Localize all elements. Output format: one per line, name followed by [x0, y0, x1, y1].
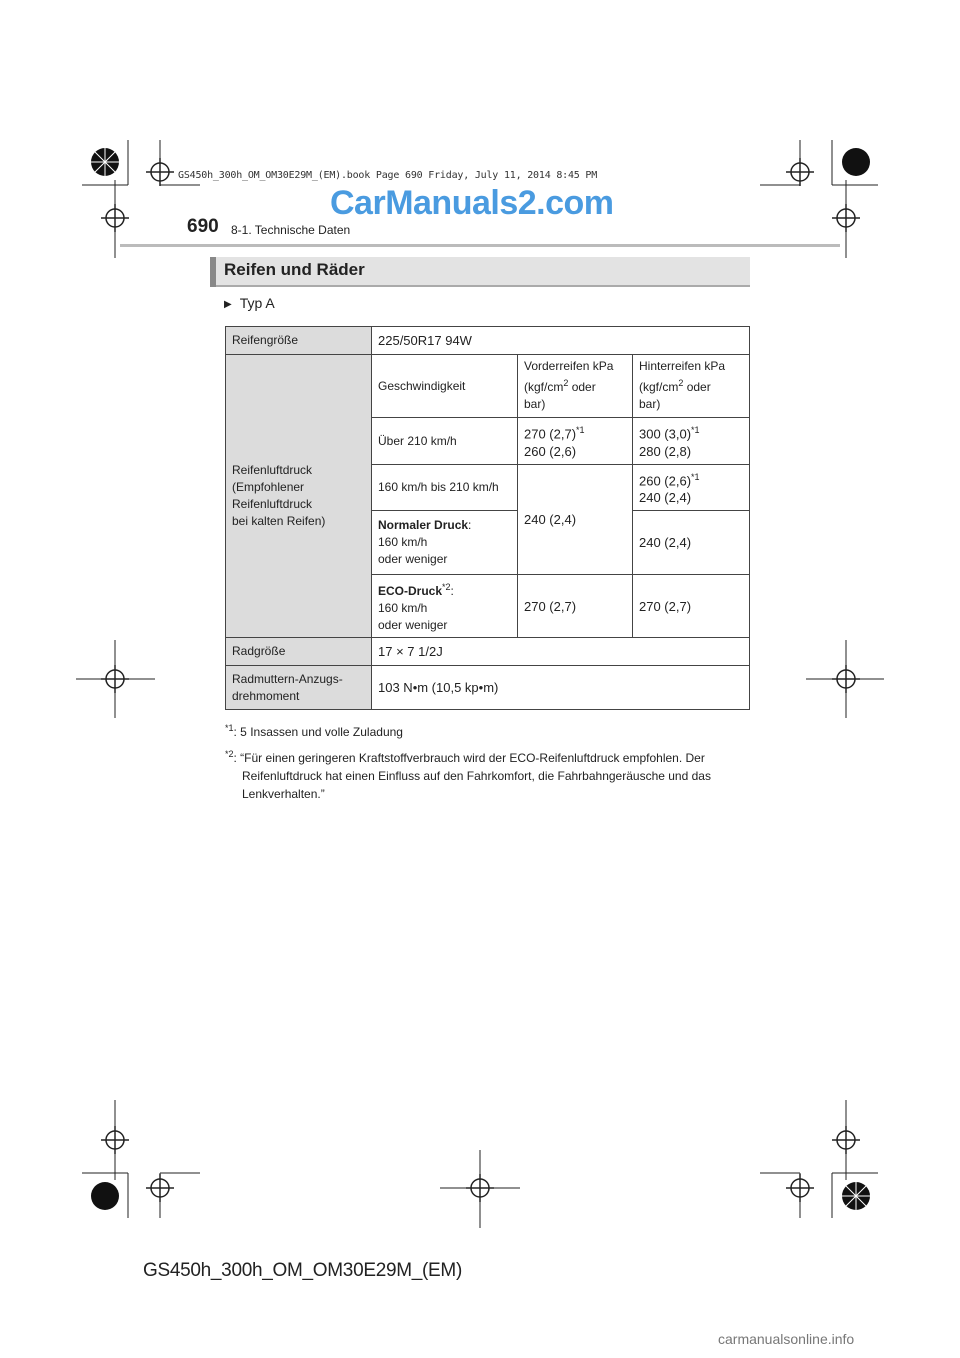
- header-rule: [120, 244, 840, 247]
- section-header: 8-1. Technische Daten: [231, 223, 351, 237]
- torque-value: 103 N•m (10,5 kp•m): [372, 666, 750, 710]
- row1-front: 270 $(2,7)^{*1}$ 260 (2,6): [518, 418, 633, 465]
- row3-speed: Normaler Druck: 160 km/h oder weniger: [372, 511, 518, 575]
- wheel-size-label: Radgröße: [226, 638, 372, 666]
- row1-rear: 300 $(3,0)^{*1}$ 280 (2,8): [633, 418, 750, 465]
- row2-speed: 160 km/h bis 210 km/h: [372, 465, 518, 511]
- heading-accent: [210, 257, 216, 287]
- page-number: 690: [187, 216, 219, 237]
- section-heading: [210, 257, 750, 287]
- row23-front: 240 (2,4): [518, 465, 633, 575]
- document-code: GS450h_300h_OM_OM30E29M_(EM): [143, 1260, 462, 1281]
- heading-text: Reifen und Räder: [224, 260, 365, 279]
- row4-rear: 270 (2,7): [633, 575, 750, 638]
- torque-label: Radmuttern-Anzugs- drehmoment: [226, 666, 372, 710]
- table-row: [226, 355, 750, 418]
- type-subheading: ▶ Typ A: [224, 295, 275, 311]
- row1-speed: Über 210 km/h: [372, 418, 518, 465]
- pressure-label: Reifenluftdruck (Empfohlener Reifenluftdruck bei kalten Reifen): [226, 355, 372, 638]
- rear-column-header: Hinterreifen kPa ($kgf/cm^2$ oder bar): [633, 355, 750, 418]
- book-info-line: GS450h_300h_OM_OM30E29M_(EM).book Page 690 Friday, July 11, 2014 8:45 PM: [178, 170, 598, 181]
- row4-front: 270 (2,7): [518, 575, 633, 638]
- table-row: [226, 666, 750, 710]
- tire-size-value: 225/50R17 94W: [372, 327, 750, 355]
- table-row: [226, 327, 750, 355]
- front-column-header: Vorderreifen kPa ($kgf/cm^2$ oder bar): [518, 355, 633, 418]
- row3-rear: 240 (2,4): [633, 511, 750, 575]
- tire-spec-table: [225, 326, 750, 710]
- wheel-size-value: 17 × 7 1/2J: [372, 638, 750, 666]
- tire-size-label: Reifengröße: [226, 327, 372, 355]
- row2-rear: 260 $(2,6)^{*1}$ 240 (2,4): [633, 465, 750, 511]
- footnote-1: $^{*1}$: 5 Insassen und volle Zuladung: [225, 723, 403, 739]
- bottom-watermark: carmanualsonline.info: [718, 1331, 855, 1347]
- footnote-2: $^{*2}$: “Für einen geringeren Kraftstoffverbrauch wird der ECO-Reifenluftdruck empfohlen. Der Reifenluftdruck hat einen Einfluss auf den Fahrkomfort, die Fahrbahngeräusche und das Lenkverhalten.”: [225, 749, 711, 801]
- table-row: [226, 638, 750, 666]
- row4-speed: ECO-Druck$^{*2}$: 160 km/h oder weniger: [372, 575, 518, 638]
- watermark-logo: CarManuals2.com: [330, 184, 614, 222]
- triangle-bullet-icon: ▶: [224, 299, 232, 310]
- speed-column-header: Geschwindigkeit: [372, 355, 518, 418]
